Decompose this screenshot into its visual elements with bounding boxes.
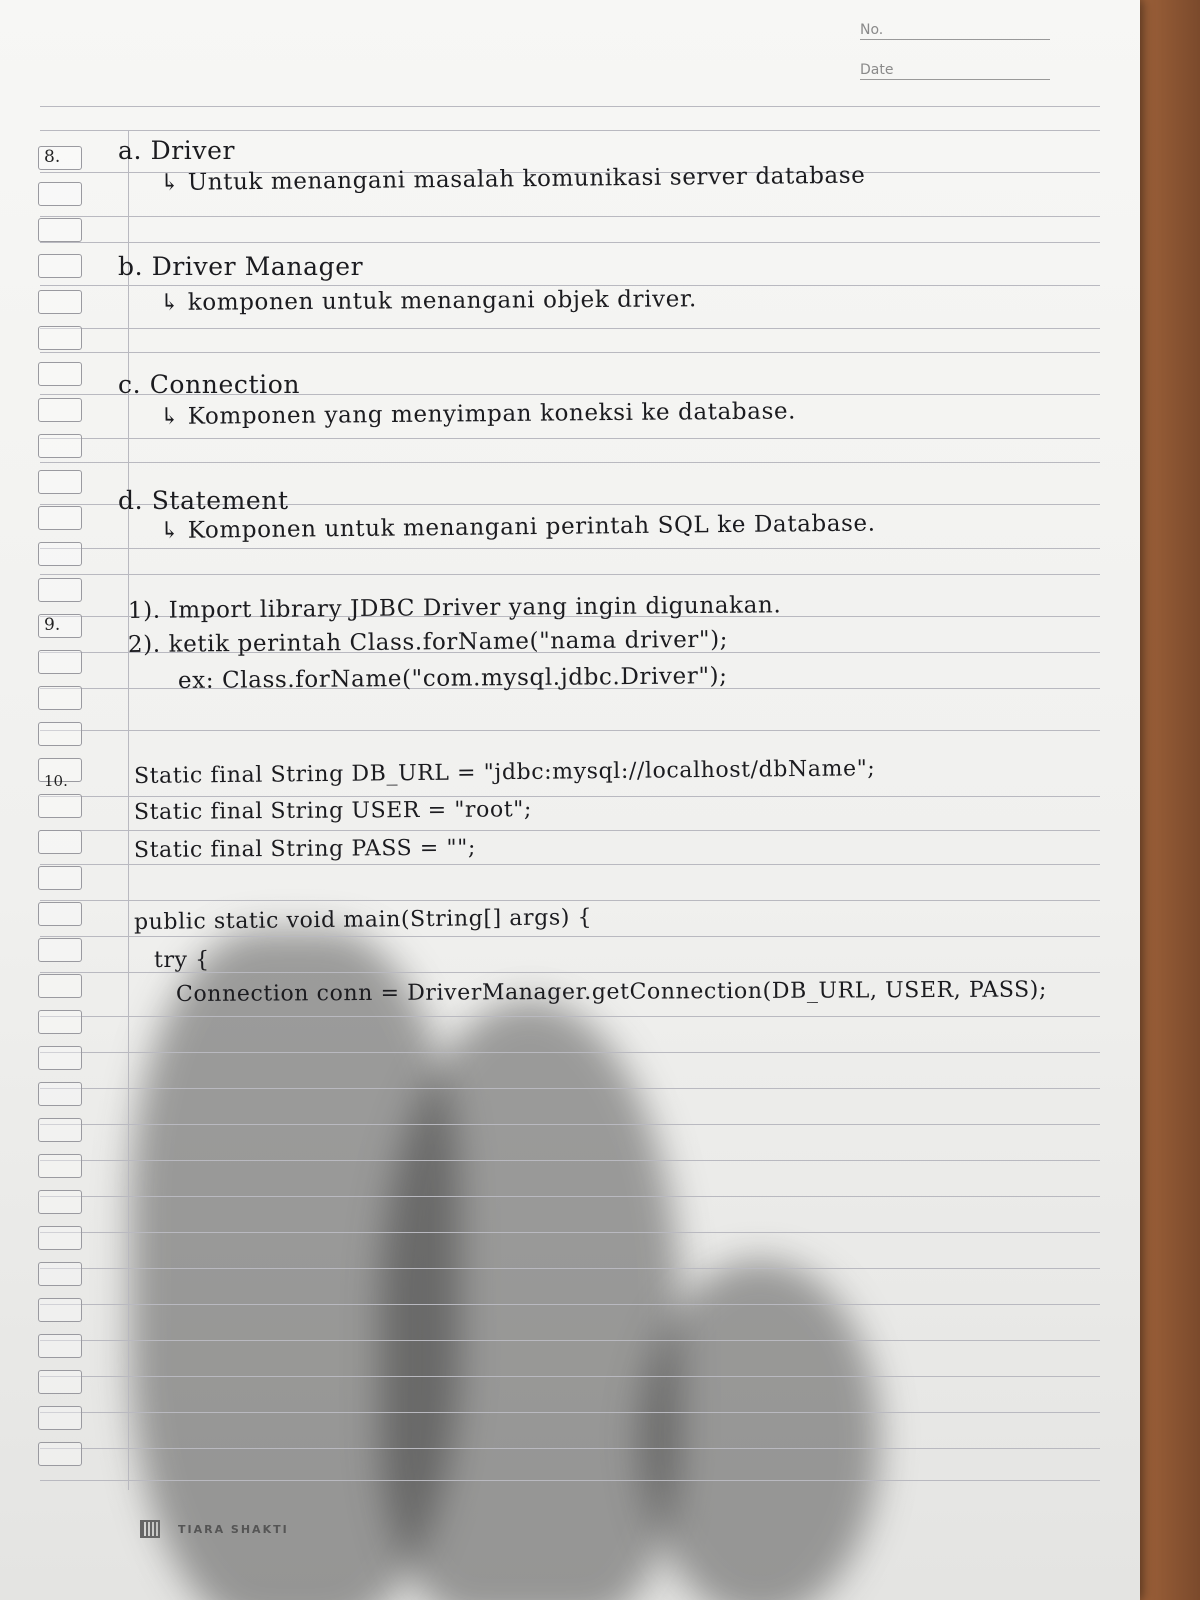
margin-box: [38, 470, 82, 494]
q8-d-description: ↳ Komponen untuk menangani perintah SQL ke Database.: [159, 510, 876, 544]
hand-shadow-tip: [640, 1260, 880, 1600]
ruled-line: [40, 900, 1100, 901]
margin-box: [38, 362, 82, 386]
ruled-line: [40, 352, 1100, 353]
number-label: No.: [860, 22, 884, 38]
q10-line-6: Connection conn = DriverManager.getConnection(DB_URL, USER, PASS);: [175, 977, 1048, 1007]
margin-box: [38, 1370, 82, 1394]
ruled-line: [40, 462, 1100, 463]
ruled-line: [40, 1376, 1100, 1377]
ruled-line: [40, 216, 1100, 217]
notebook-brand: [140, 1520, 289, 1538]
ruled-line: [40, 936, 1100, 937]
margin-box: [38, 1046, 82, 1070]
ruled-line: [40, 1268, 1100, 1269]
margin-box: [38, 938, 82, 962]
ruled-line: [40, 574, 1100, 575]
ruled-line: [40, 1088, 1100, 1089]
q9-line-2: 2). ketik perintah Class.forName("nama driver");: [127, 626, 729, 658]
margin-box: [38, 218, 82, 242]
q10-line-3: Static final String PASS = "";: [133, 835, 477, 863]
ruled-line: [40, 438, 1100, 439]
ruled-line: [40, 1232, 1100, 1233]
margin-box: [38, 902, 82, 926]
ruled-line: [40, 328, 1100, 329]
margin-box: [38, 1262, 82, 1286]
q8-a-description: ↳ Untuk menangani masalah komunikasi server database: [159, 162, 866, 196]
q8-b-title: b. Driver Manager: [118, 252, 364, 281]
brand-name: TIARA SHAKTI: [178, 1522, 289, 1536]
margin-box: [38, 1010, 82, 1034]
margin-box: [38, 722, 82, 746]
ruled-line: [40, 1052, 1100, 1053]
margin-box: [38, 974, 82, 998]
ruled-line: [40, 730, 1100, 731]
ruled-line: [40, 1016, 1100, 1017]
margin-box: [38, 182, 82, 206]
ruled-line: [40, 1340, 1100, 1341]
margin-line: [128, 130, 129, 1490]
number-field: [860, 22, 1050, 40]
ruled-line: [40, 548, 1100, 549]
ruled-line: [40, 285, 1100, 286]
ruled-line: [40, 242, 1100, 243]
margin-box: [38, 686, 82, 710]
question-number-9: 9.: [44, 615, 61, 635]
margin-box: [38, 794, 82, 818]
q10-line-4: public static void main(String[] args) {: [133, 905, 593, 935]
q10-line-5: try {: [154, 948, 210, 973]
q8-c-description: ↳ Komponen yang menyimpan koneksi ke database.: [159, 398, 797, 430]
q10-line-2: Static final String USER = "root";: [133, 797, 533, 825]
date-label: Date: [860, 62, 894, 78]
margin-box: [38, 1298, 82, 1322]
q8-b-description: ↳ komponen untuk menangani objek driver.: [159, 286, 697, 316]
margin-box: [38, 1082, 82, 1106]
margin-box: [38, 866, 82, 890]
brand-logo-icon: [140, 1520, 160, 1538]
hand-shadow-finger: [380, 1000, 680, 1600]
margin-box: [38, 542, 82, 566]
ruled-line: [40, 106, 1100, 107]
margin-box: [38, 1226, 82, 1250]
margin-box: [38, 1118, 82, 1142]
ruled-line: [40, 830, 1100, 831]
ruled-line: [40, 1304, 1100, 1305]
question-number-10: 10.: [44, 772, 68, 790]
ruled-line: [40, 1196, 1100, 1197]
ruled-line: [40, 1160, 1100, 1161]
q8-a-title: a. Driver: [118, 136, 236, 165]
margin-box: [38, 326, 82, 350]
ruled-line: [40, 130, 1100, 131]
margin-box: [38, 398, 82, 422]
q8-c-title: c. Connection: [118, 370, 301, 399]
margin-box: [38, 506, 82, 530]
margin-box: [38, 1442, 82, 1466]
ruled-line: [40, 1124, 1100, 1125]
margin-box: [38, 1334, 82, 1358]
ruled-line: [40, 796, 1100, 797]
margin-box: [38, 290, 82, 314]
ruled-line: [40, 1448, 1100, 1449]
q8-d-title: d. Statement: [118, 486, 289, 515]
question-number-8: 8.: [44, 147, 61, 167]
margin-box: [38, 650, 82, 674]
q9-line-1: 1). Import library JDBC Driver yang ingin digunakan.: [127, 592, 782, 624]
margin-box: [38, 1406, 82, 1430]
ruled-line: [40, 864, 1100, 865]
margin-box: [38, 254, 82, 278]
ruled-line: [40, 1480, 1100, 1481]
margin-box: [38, 1154, 82, 1178]
q9-line-3: ex: Class.forName("com.mysql.jdbc.Driver");: [177, 663, 728, 694]
margin-box: [38, 1190, 82, 1214]
margin-box: [38, 434, 82, 458]
q10-line-1: Static final String DB_URL = "jdbc:mysql://localhost/dbName";: [133, 756, 876, 789]
date-field: [860, 62, 1050, 80]
margin-box: [38, 830, 82, 854]
ruled-line: [40, 1412, 1100, 1413]
margin-box: [38, 578, 82, 602]
